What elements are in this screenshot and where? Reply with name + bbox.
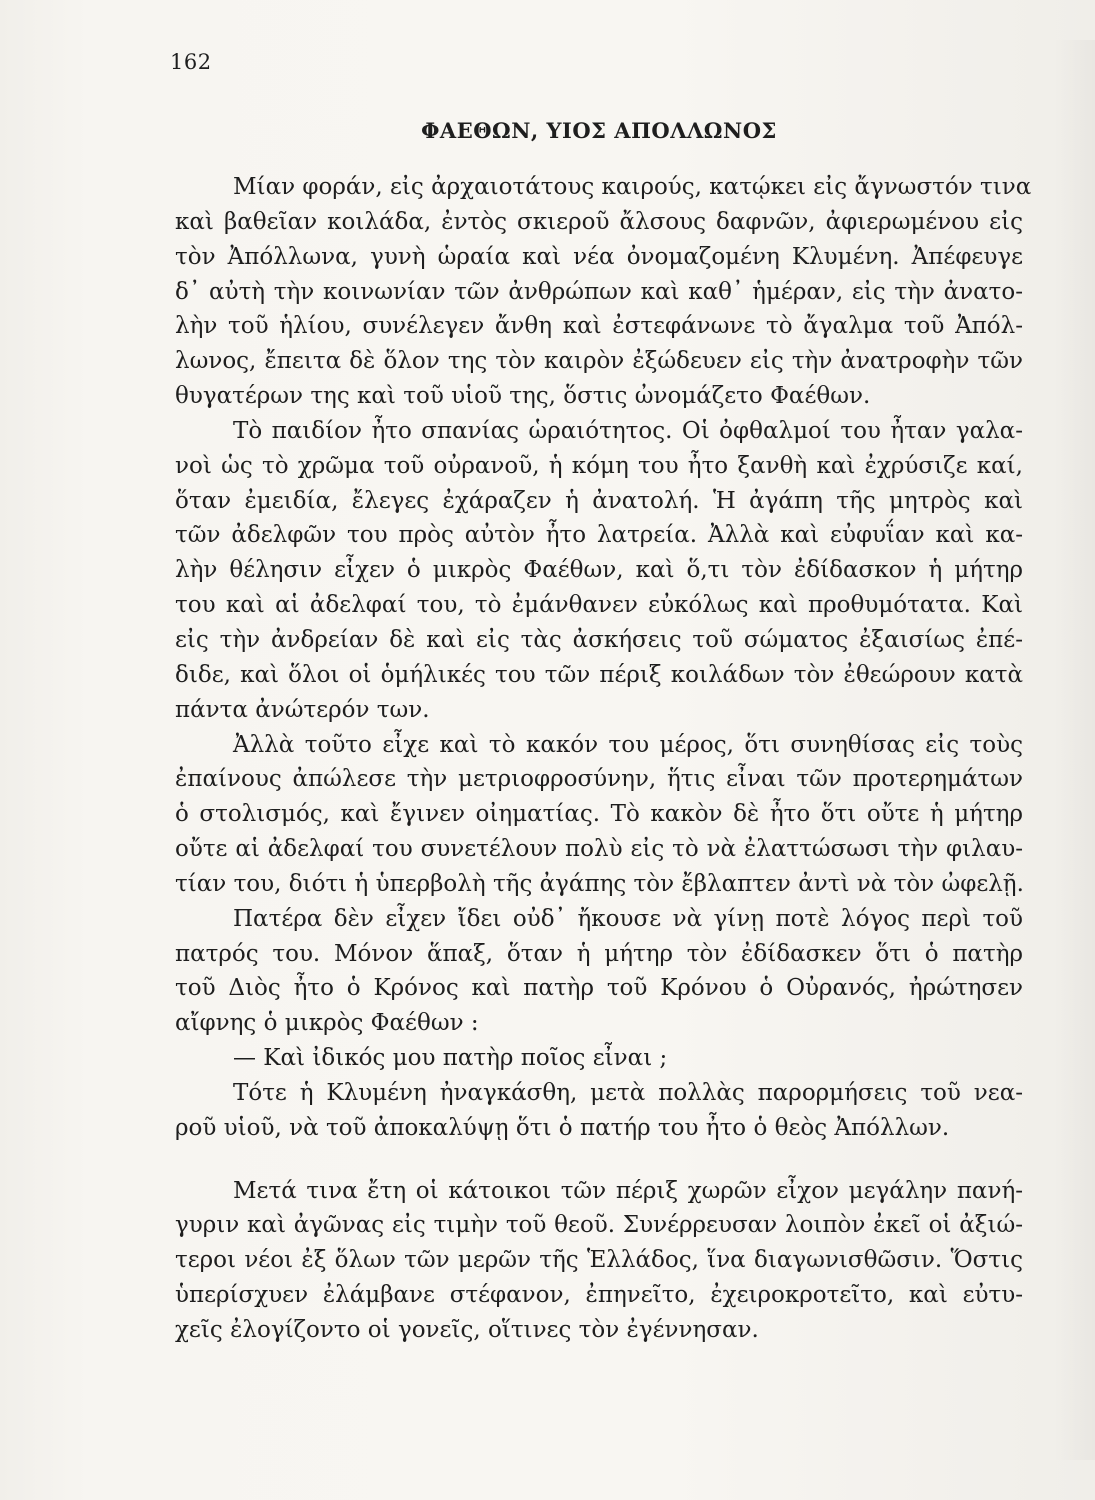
- text-line: τεροι νέοι ἐξ ὅλων τῶν μερῶν τῆς Ἑλλάδος, ἵνα διαγωνισθῶσιν. Ὅστις: [175, 1247, 1023, 1274]
- text-line: διδε, καὶ ὅλοι οἱ ὁμήλικές του τῶν πέριξ κοιλάδων τὸν ἐθεώρουν κατὰ: [175, 661, 1023, 688]
- dialogue-line: — Καὶ ἰδικός μου πατὴρ ποῖος εἶναι ;: [233, 1045, 668, 1072]
- text-line: οὔτε αἱ ἀδελφαί του συνετέλουν πολὺ εἰς τὸ νὰ ἐλαττώσωσι τὴν φιλαυ-: [175, 836, 1023, 863]
- text-line: τίαν του, διότι ἡ ὑπερβολὴ τῆς ἀγάπης τὸν ἔβλαπτεν ἀντὶ νὰ τὸν ὠφελῇ.: [175, 870, 1024, 897]
- text-line: τῶν ἀδελφῶν του πρὸς αὐτὸν ἦτο λατρεία. Ἀλλὰ καὶ εὐφυΐαν καὶ κα-: [175, 522, 1023, 549]
- text-line: εἰς τὴν ἀνδρείαν δὲ καὶ εἰς τὰς ἀσκήσεις τοῦ σώματος ἐξαισίως ἐπέ-: [175, 626, 1023, 653]
- text-line: ἐπαίνους ἀπώλεσε τὴν μετριοφροσύνην, ἥτις εἶναι τῶν προτερημάτων: [175, 766, 1023, 793]
- text-line: ὑπερίσχυεν ἐλάμβανε στέφανον, ἐπηνεῖτο, ἐχειροκροτεῖτο, καὶ εὐτυ-: [175, 1282, 1023, 1309]
- text-line: καὶ βαθεῖαν κοιλάδα, ἐντὸς σκιεροῦ ἄλσους δαφνῶν, ἀφιερωμένου εἰς: [175, 208, 1023, 235]
- text-line: του καὶ αἱ ἀδελφαί του, τὸ ἐμάνθανεν εὐκόλως καὶ προθυμότατα. Καὶ: [175, 592, 1023, 619]
- page-edge-shadow: [1055, 40, 1095, 1460]
- text-line: Μίαν φοράν, εἰς ἀρχαιοτάτους καιρούς, κατῴκει εἰς ἄγνωστόν τινα: [233, 174, 1032, 200]
- text-line: δ᾿ αὐτὴ τὴν κοινωνίαν τῶν ἀνθρώπων καὶ καθ᾿ ἡμέραν, εἰς τὴν ἀνατο-: [175, 278, 1023, 305]
- text-line: Μετά τινα ἔτη οἱ κάτοικοι τῶν πέριξ χωρῶν εἶχον μεγάλην πανή-: [233, 1177, 1023, 1204]
- text-line: πατρός του. Μόνον ἅπαξ, ὅταν ἡ μήτηρ τὸν ἐδίδασκεν ὅτι ὁ πατὴρ: [175, 940, 1023, 967]
- text-line: λωνος, ἔπειτα δὲ ὅλον της τὸν καιρὸν ἐξώδευεν εἰς τὴν ἀνατροφὴν τῶν: [175, 348, 1023, 375]
- section-break: [175, 1146, 1023, 1174]
- text-line: Ἀλλὰ τοῦτο εἶχε καὶ τὸ κακόν του μέρος, ὅτι συνηθίσας εἰς τοὺς: [233, 731, 1023, 758]
- text-line: αἴφνης ὁ μικρὸς Φαέθων :: [175, 1010, 479, 1037]
- text-line: πάντα ἀνώτερόν των.: [175, 696, 430, 723]
- text-line: τοῦ Διὸς ἦτο ὁ Κρόνος καὶ πατὴρ τοῦ Κρόνου ὁ Οὐρανός, ἠρώτησεν: [175, 975, 1023, 1002]
- text-line: ὁ στολισμός, καὶ ἔγινεν οἰηματίας. Τὸ κακὸν δὲ ἦτο ὅτι οὔτε ἡ μήτηρ: [175, 801, 1023, 828]
- chapter-title: ΦΑΕΘΩΝ, ΥΙΟΣ ΑΠΟΛΛΩΝΟΣ: [421, 118, 777, 143]
- text-line: Τότε ἡ Κλυμένη ἠναγκάσθη, μετὰ πολλὰς παρορμήσεις τοῦ νεα-: [233, 1079, 1023, 1106]
- text-line: γυριν καὶ ἀγῶνας εἰς τιμὴν τοῦ θεοῦ. Συνέρρευσαν λοιπὸν ἐκεῖ οἱ ἀξιώ-: [175, 1212, 1023, 1239]
- body-text: [175, 170, 1032, 1348]
- text-line: τὸν Ἀπόλλωνα, γυνὴ ὡραία καὶ νέα ὀνομαζομένη Κλυμένη. Ἀπέφευγε: [175, 243, 1023, 270]
- text-line: Τὸ παιδίον ἦτο σπανίας ὡραιότητος. Οἱ ὀφθαλμοί του ἦταν γαλα-: [233, 417, 1023, 444]
- text-line: ὅταν ἐμειδία, ἔλεγες ἐχάραζεν ἡ ἀνατολή. Ἡ ἀγάπη τῆς μητρὸς καὶ: [175, 487, 1023, 514]
- text-line: θυγατέρων της καὶ τοῦ υἱοῦ της, ὅστις ὠνομάζετο Φαέθων.: [175, 383, 871, 410]
- text-line: λὴν θέλησιν εἶχεν ὁ μικρὸς Φαέθων, καὶ ὅ,τι τὸν ἐδίδασκον ἡ μήτηρ: [175, 557, 1023, 584]
- text-line: λὴν τοῦ ἡλίου, συνέλεγεν ἄνθη καὶ ἐστεφάνωνε τὸ ἄγαλμα τοῦ Ἀπόλ-: [175, 313, 1023, 340]
- page-number: 162: [170, 50, 212, 74]
- text-line: ροῦ υἱοῦ, νὰ τοῦ ἀποκαλύψῃ ὅτι ὁ πατήρ του ἦτο ὁ θεὸς Ἀπόλλων.: [175, 1114, 950, 1141]
- text-line: Πατέρα δὲν εἶχεν ἴδει οὐδ᾿ ἤκουσε νὰ γίνῃ ποτὲ λόγος περὶ τοῦ: [233, 905, 1023, 932]
- text-line: χεῖς ἐλογίζοντο οἱ γονεῖς, οἵτινες τὸν ἐγέννησαν.: [175, 1317, 759, 1343]
- text-line: νοὶ ὡς τὸ χρῶμα τοῦ οὐρανοῦ, ἡ κόμη του ἦτο ξανθὴ καὶ ἐχρύσιζε καί,: [175, 452, 1023, 479]
